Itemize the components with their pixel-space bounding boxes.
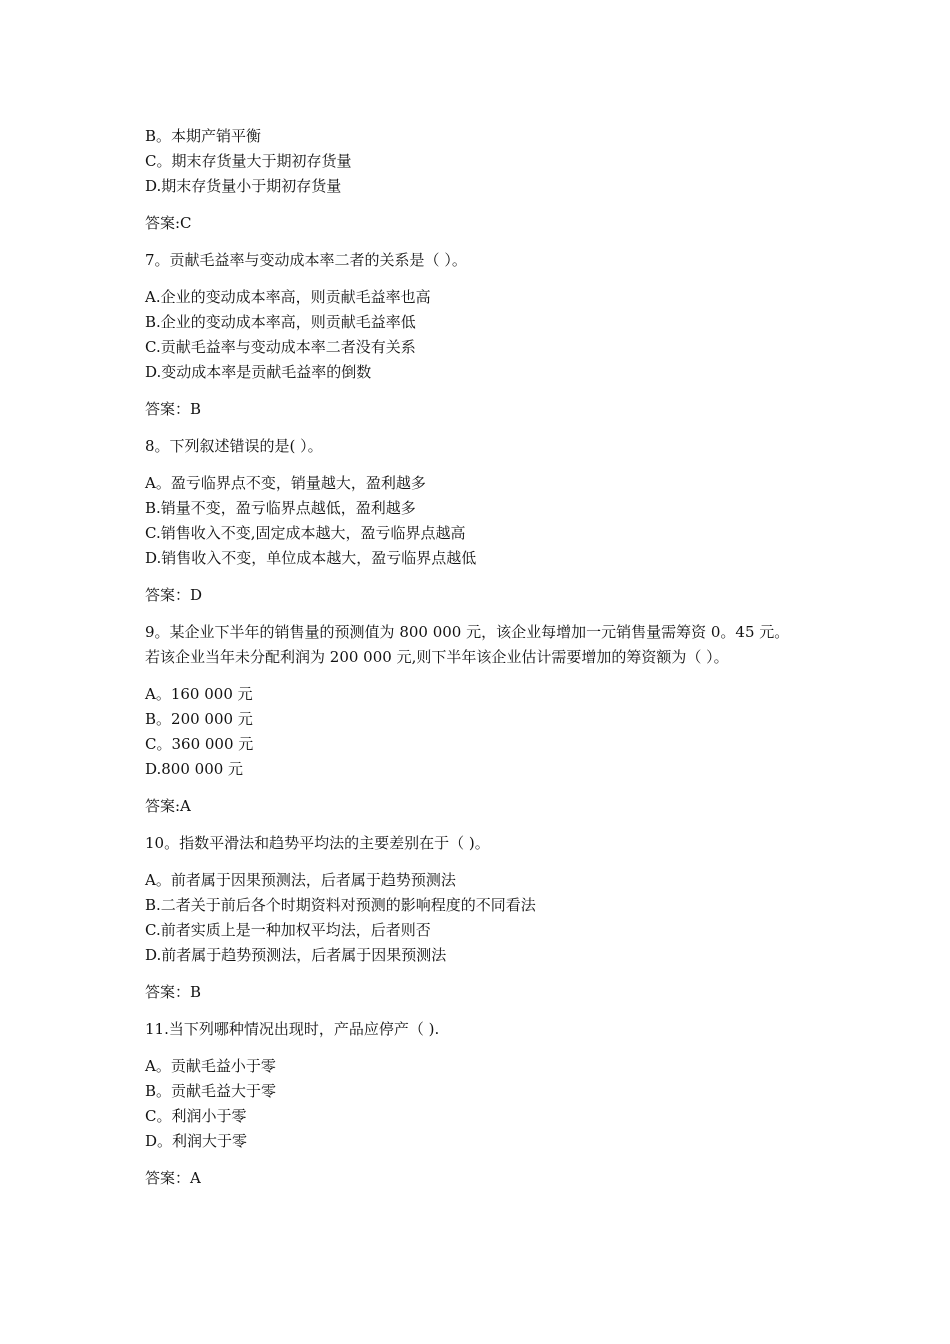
question-8-answer: 答案：D (145, 586, 203, 604)
question-10: 10。指数平滑法和趋势平均法的主要差别在于（ )。 (145, 834, 490, 852)
question-9-option-a: A。160 000 元 (145, 685, 253, 703)
question-7-option-b: B.企业的变动成本率高，则贡献毛益率低 (145, 313, 416, 331)
question-9-answer: 答案:A (145, 797, 191, 815)
question-7-option-c: C.贡献毛益率与变动成本率二者没有关系 (145, 338, 416, 356)
question-11-option-b: B。贡献毛益大于零 (145, 1082, 277, 1100)
question-11-answer: 答案：A (145, 1169, 201, 1187)
question-11: 11.当下列哪种情况出现时，产品应停产（ ). (145, 1020, 440, 1038)
answer: 答案:C (145, 214, 192, 232)
question-10-answer: 答案：B (145, 983, 202, 1001)
document-page (145, 124, 825, 1191)
question-10-option-c: C.前者实质上是一种加权平均法，后者则否 (145, 921, 431, 939)
question-9-line-1: 9。某企业下半年的销售量的预测值为 800 000 元，该企业每增加一元销售量需筹资 0。45 元。 (145, 623, 790, 641)
option-b: B。本期产销平衡 (145, 127, 262, 145)
question-9-option-b: B。200 000 元 (145, 710, 253, 728)
question-7-answer: 答案：B (145, 400, 202, 418)
question-9-option-d: D.800 000 元 (145, 760, 244, 778)
question-7-option-d: D.变动成本率是贡献毛益率的倒数 (145, 363, 372, 381)
question-7-option-a: A.企业的变动成本率高，则贡献毛益率也高 (145, 288, 431, 306)
question-11-option-c: C。利润小于零 (145, 1107, 247, 1125)
option-c: C。期末存货量大于期初存货量 (145, 152, 352, 170)
question-10-option-a: A。前者属于因果预测法，后者属于趋势预测法 (145, 871, 456, 889)
question-10-option-b: B.二者关于前后各个时期资料对预测的影响程度的不同看法 (145, 896, 536, 914)
option-d: D.期末存货量小于期初存货量 (145, 177, 342, 195)
question-8-option-d: D.销售收入不变，单位成本越大，盈亏临界点越低 (145, 549, 477, 567)
question-11-option-d: D。利润大于零 (145, 1132, 248, 1150)
question-8-option-a: A。盈亏临界点不变，销量越大，盈利越多 (145, 474, 426, 492)
question-9-line-2: 若该企业当年未分配利润为 200 000 元,则下半年该企业估计需要增加的筹资额为（ ）。 (145, 648, 729, 666)
question-7: 7。贡献毛益率与变动成本率二者的关系是（ ）。 (145, 251, 467, 269)
question-8-option-b: B.销量不变，盈亏临界点越低，盈利越多 (145, 499, 416, 517)
question-11-option-a: A。贡献毛益小于零 (145, 1057, 276, 1075)
question-10-option-d: D.前者属于趋势预测法，后者属于因果预测法 (145, 946, 447, 964)
question-8-option-c: C.销售收入不变,固定成本越大，盈亏临界点越高 (145, 524, 466, 542)
question-9-option-c: C。360 000 元 (145, 735, 254, 753)
question-8: 8。下列叙述错误的是( ）。 (145, 437, 323, 455)
